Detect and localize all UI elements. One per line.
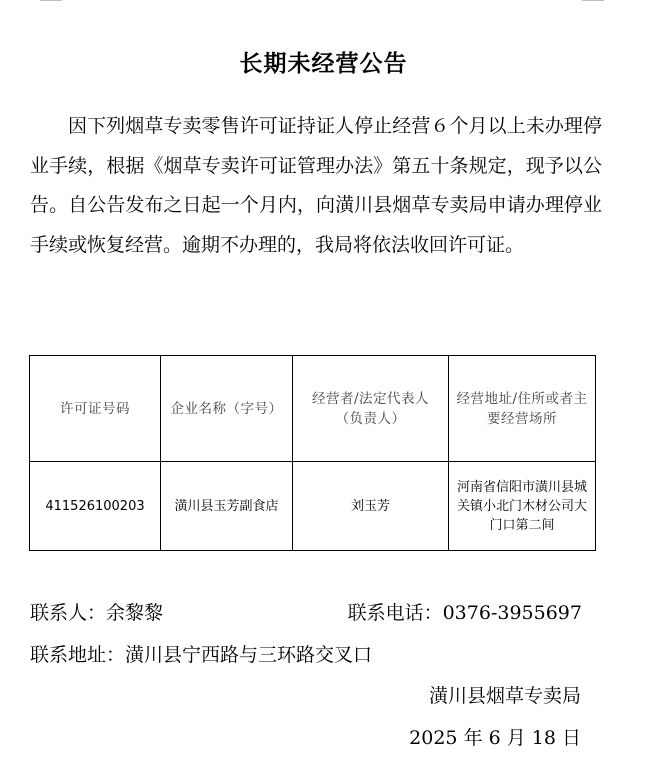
- table-header-row: [30, 356, 596, 462]
- contact-phone: 联系电话：0376-3955697: [347, 602, 582, 624]
- contact-row: [30, 598, 582, 628]
- notice-body-text: 因下列烟草专卖零售许可证持证人停止经营６个月以上未办理停业手续，根据《烟草专卖许可证管理办法》第五十条规定，现予以公告。自公告发布之日起一个月内，向潢川县烟草专卖局申请办理停业手续或恢复经营。逾期不办理的，我局将依法收回许可证。: [30, 115, 602, 256]
- cell-address: 河南省信阳市潢川县城关镇小北门木材公司大门口第二间: [449, 462, 596, 551]
- contact-person: 联系人：余黎黎: [30, 602, 164, 624]
- page-corner-mark-right: [582, 0, 604, 1]
- page-corner-mark-left: [40, 0, 62, 1]
- document-title: 长期未经营公告: [239, 51, 408, 77]
- cell-operator: 刘玉芳: [293, 462, 449, 551]
- cell-company-name: 潢川县玉芳副食店: [161, 462, 293, 551]
- cell-license-no: 411526100203: [30, 462, 161, 551]
- header-address: 经营地址/住所或者主要经营场所: [449, 356, 596, 462]
- signature-date: 2025 年 6 月 18 日: [409, 727, 581, 749]
- header-company-name: 企业名称（字号）: [161, 356, 293, 462]
- contact-address: 联系地址：潢川县宁西路与三环路交叉口: [30, 644, 373, 666]
- header-operator: 经营者/法定代表人（负责人）: [293, 356, 449, 462]
- header-license-no: 许可证号码: [30, 356, 161, 462]
- signature-organization: 潢川县烟草专卖局: [428, 685, 581, 707]
- table-row: [30, 462, 596, 551]
- license-table: [29, 355, 596, 551]
